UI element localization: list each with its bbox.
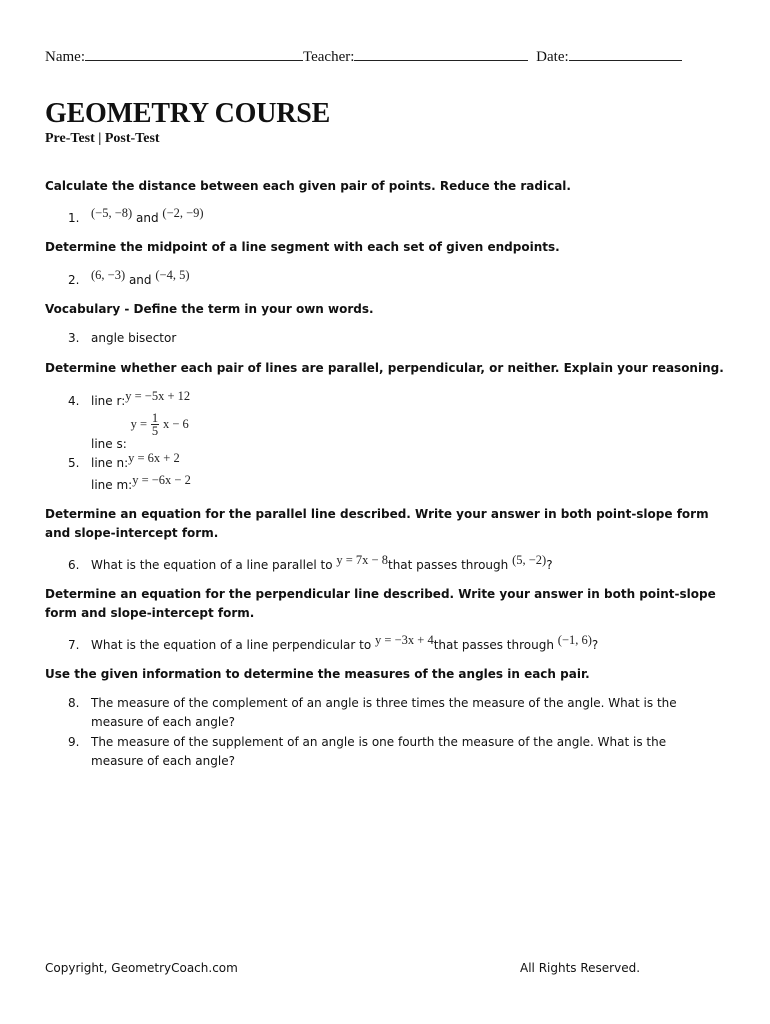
line-n-equation: y = 6x + 2 <box>128 451 180 465</box>
q6-point: (5, −2) <box>512 553 547 567</box>
footer-copyright: Copyright, GeometryCoach.com <box>45 961 238 975</box>
question-7 <box>91 633 599 652</box>
q7-text-b: that passes through <box>433 638 554 652</box>
question-number: 6. <box>68 558 80 572</box>
vocab-term: angle bisector <box>91 331 177 345</box>
q7-equation: y = −3x + 4 <box>375 633 434 647</box>
line-m <box>91 473 191 492</box>
q7-point: (−1, 6) <box>557 633 592 647</box>
question-number: 2. <box>68 273 80 287</box>
line-s <box>91 411 189 451</box>
endpoint-a: (6, −3) <box>91 268 126 282</box>
line-s-fraction <box>151 412 159 437</box>
and-word: and <box>128 273 152 287</box>
q7-text-a: What is the equation of a line perpendicular to <box>91 638 372 652</box>
instruction-perpendicular: Determine an equation for the perpendicular line described. Write your answer in both point-slope form and slope-intercept form. <box>45 587 716 620</box>
question-number: 9. <box>68 735 80 749</box>
q6-equation: y = 7x − 8 <box>336 553 388 567</box>
question-number: 5. <box>68 456 80 470</box>
q7-end: ? <box>591 638 599 652</box>
and-word: and <box>136 211 159 225</box>
fraction-numerator: 1 <box>151 411 159 425</box>
question-8-text: The measure of the complement of an angle is three times the measure of the angle. What is the measure of each angle? <box>91 696 677 729</box>
point-b: (−2, −9) <box>162 206 204 220</box>
q6-text-b: that passes through <box>387 558 509 572</box>
page-subtitle: Pre-Test | Post-Test <box>45 131 160 146</box>
instruction-angles: Use the given information to determine the measures of the angles in each pair. <box>45 667 590 681</box>
question-2 <box>91 268 190 287</box>
instruction-midpoint: Determine the midpoint of a line segment with each set of given endpoints. <box>45 240 560 254</box>
instruction-lines: Determine whether each pair of lines are parallel, perpendicular, or neither. Explain your reasoning. <box>45 361 724 375</box>
q6-text-a: What is the equation of a line parallel to <box>91 558 333 572</box>
question-number: 3. <box>68 331 80 345</box>
q6-end: ? <box>546 558 553 572</box>
instruction-distance: Calculate the distance between each given pair of points. Reduce the radical. <box>45 179 571 193</box>
line-m-equation: y = −6x − 2 <box>132 473 191 487</box>
line-r <box>91 389 191 408</box>
teacher-field[interactable] <box>354 46 528 61</box>
question-number: 4. <box>68 394 80 408</box>
line-r-equation: y = −5x + 12 <box>125 389 191 403</box>
date-label: Date: <box>536 49 569 65</box>
name-label: Name: <box>45 49 85 65</box>
line-s-rhs: x − 6 <box>162 417 189 431</box>
question-6 <box>91 553 553 572</box>
line-n <box>91 451 180 470</box>
question-number: 1. <box>68 211 80 225</box>
date-field[interactable] <box>569 46 682 61</box>
question-number: 8. <box>68 696 80 710</box>
fraction-denominator: 5 <box>151 424 159 438</box>
question-1 <box>91 206 204 225</box>
question-number: 7. <box>68 638 80 652</box>
teacher-label: Teacher: <box>302 49 355 65</box>
instruction-vocabulary: Vocabulary - Define the term in your own words. <box>45 302 374 316</box>
page-title: GEOMETRY COURSE <box>45 98 331 129</box>
endpoint-b: (−4, 5) <box>155 268 190 282</box>
point-a: (−5, −8) <box>91 206 133 220</box>
footer-rights: All Rights Reserved. <box>520 961 641 975</box>
line-m-label: line m: <box>91 478 133 492</box>
line-s-lhs: y = <box>130 417 148 431</box>
question-9-text: The measure of the supplement of an angle is one fourth the measure of the angle. What is the measure of each angle? <box>91 735 667 768</box>
line-r-label: line r: <box>91 394 126 408</box>
name-field[interactable] <box>85 46 303 61</box>
line-n-label: line n: <box>91 456 129 470</box>
header-fields <box>45 46 682 66</box>
line-s-label: line s: <box>91 437 127 451</box>
instruction-parallel: Determine an equation for the parallel line described. Write your answer in both point-slope form and slope-intercept form. <box>45 507 709 540</box>
